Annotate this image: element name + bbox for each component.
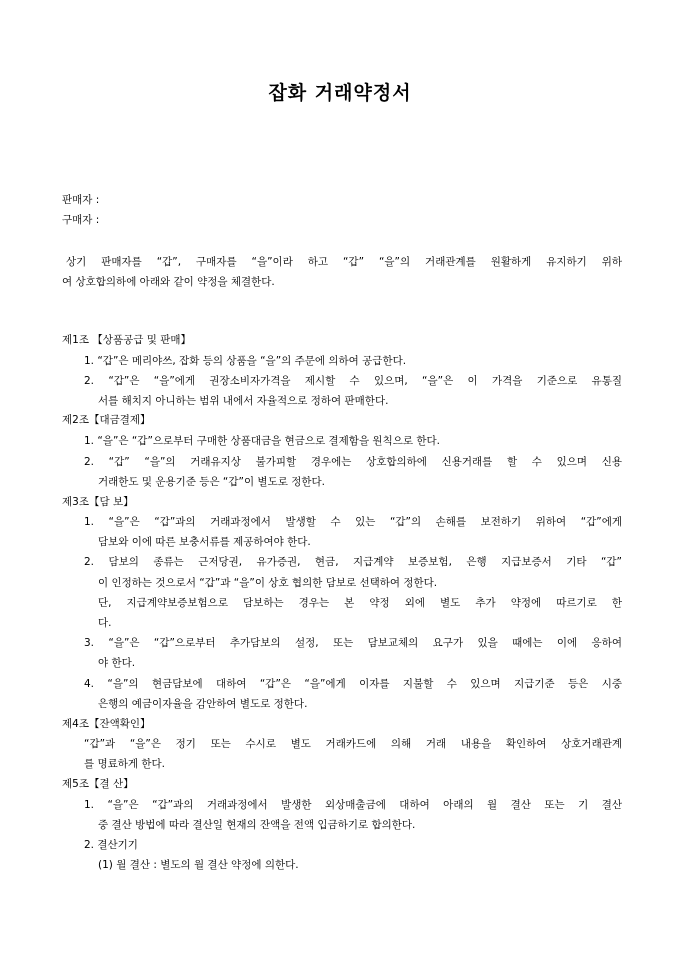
article-4-heading: 제4조【잔액확인】: [62, 718, 151, 730]
article-5-item: 2. 결산기기: [84, 839, 138, 851]
article-2-item-cont: 거래한도 및 운용기준 등은 “갑”이 별도로 정한다.: [98, 476, 325, 488]
article-3-item: 2. 담보의 종류는 근저당권, 유가증권, 현금, 지급계약 보증보험, 은행 지급보증서 기타 “갑”: [84, 556, 622, 568]
article-3-item-cont: 은행의 예금이자율을 감안하여 별도로 정한다.: [98, 698, 308, 710]
buyer-label: 구매자 :: [62, 214, 100, 226]
article-3-heading: 제3조【담 보】: [62, 496, 134, 508]
preamble-line: 여 상호합의하에 아래와 같이 약정을 체결한다.: [62, 276, 275, 288]
article-1-heading: 제1조 【상품공급 및 판매】: [62, 334, 191, 346]
article-3-item: 3. “을”은 “갑”으로부터 추가담보의 설정, 또는 담보교체의 요구가 있을 때에는 이에 응하여: [84, 637, 622, 649]
article-3-item: 1. “을”은 “갑”과의 거래과정에서 발생할 수 있는 “갑”의 손해를 보전하기 위하여 “갑”에게: [84, 516, 622, 528]
article-3-item-cont: 다.: [98, 617, 112, 629]
article-3-item-cont: 야 한다.: [98, 657, 136, 669]
preamble-line: 상기 판매자를 “갑”, 구매자를 “을”이라 하고 “갑” “을”의 거래관계를 원활하게 유지하기 위하: [66, 256, 622, 268]
article-3-item: 4. “을”의 현금담보에 대하여 “갑”은 “을”에게 이자를 지불할 수 있으며 지급기준 등은 시중: [84, 678, 622, 690]
article-3-item-cont: 이 인정하는 것으로서 “갑”과 “을”이 상호 협의한 담보로 선택하여 정한다.: [98, 577, 438, 589]
document-title: 잡화 거래약정서: [268, 82, 412, 104]
article-5-subitem: (1) 월 결산 : 별도의 월 결산 약정에 의한다.: [98, 859, 299, 871]
article-2-heading: 제2조【대금결제】: [62, 414, 151, 426]
article-2-item: 1. “을”은 “갑”으로부터 구매한 상품대금을 현금으로 결제함을 원칙으로 한다.: [84, 435, 440, 447]
article-4-text: “갑”과 “을”은 정기 또는 수시로 별도 거래카드에 의해 거래 내용을 확인하여 상호거래관계: [84, 738, 622, 750]
article-4-text: 를 명료하게 한다.: [84, 758, 166, 770]
article-5-item-cont: 중 결산 방법에 따라 결산일 현재의 잔액을 전액 입금하기로 합의한다.: [98, 819, 416, 831]
article-1-item-cont: 서를 해치지 아니하는 범위 내에서 자율적으로 정하여 판매한다.: [98, 395, 389, 407]
article-1-item: 1. “갑”은 메리야쓰, 잡화 등의 상품을 “을”의 주문에 의하여 공급한다.: [84, 355, 407, 367]
article-3-item-cont: 담보와 이에 따른 보충서류를 제공하여야 한다.: [98, 536, 311, 548]
article-3-item-cont: 단, 지급계약보증보험으로 담보하는 경우는 본 약정 외에 별도 추가 약정에 따르기로 한: [98, 597, 622, 609]
article-5-item: 1. “을”은 “갑”과의 거래과정에서 발생한 외상매출금에 대하여 아래의 월 결산 또는 기 결산: [84, 799, 622, 811]
article-1-item: 2. “갑”은 “을”에게 권장소비자가격을 제시할 수 있으며, “을”은 이 가격을 기준으로 유통질: [84, 375, 622, 387]
article-5-heading: 제5조【결 산】: [62, 778, 134, 790]
article-2-item: 2. “갑” “을”의 거래유지상 불가피할 경우에는 상호합의하에 신용거래를 할 수 있으며 신용: [84, 456, 622, 468]
seller-label: 판매자 :: [62, 194, 100, 206]
